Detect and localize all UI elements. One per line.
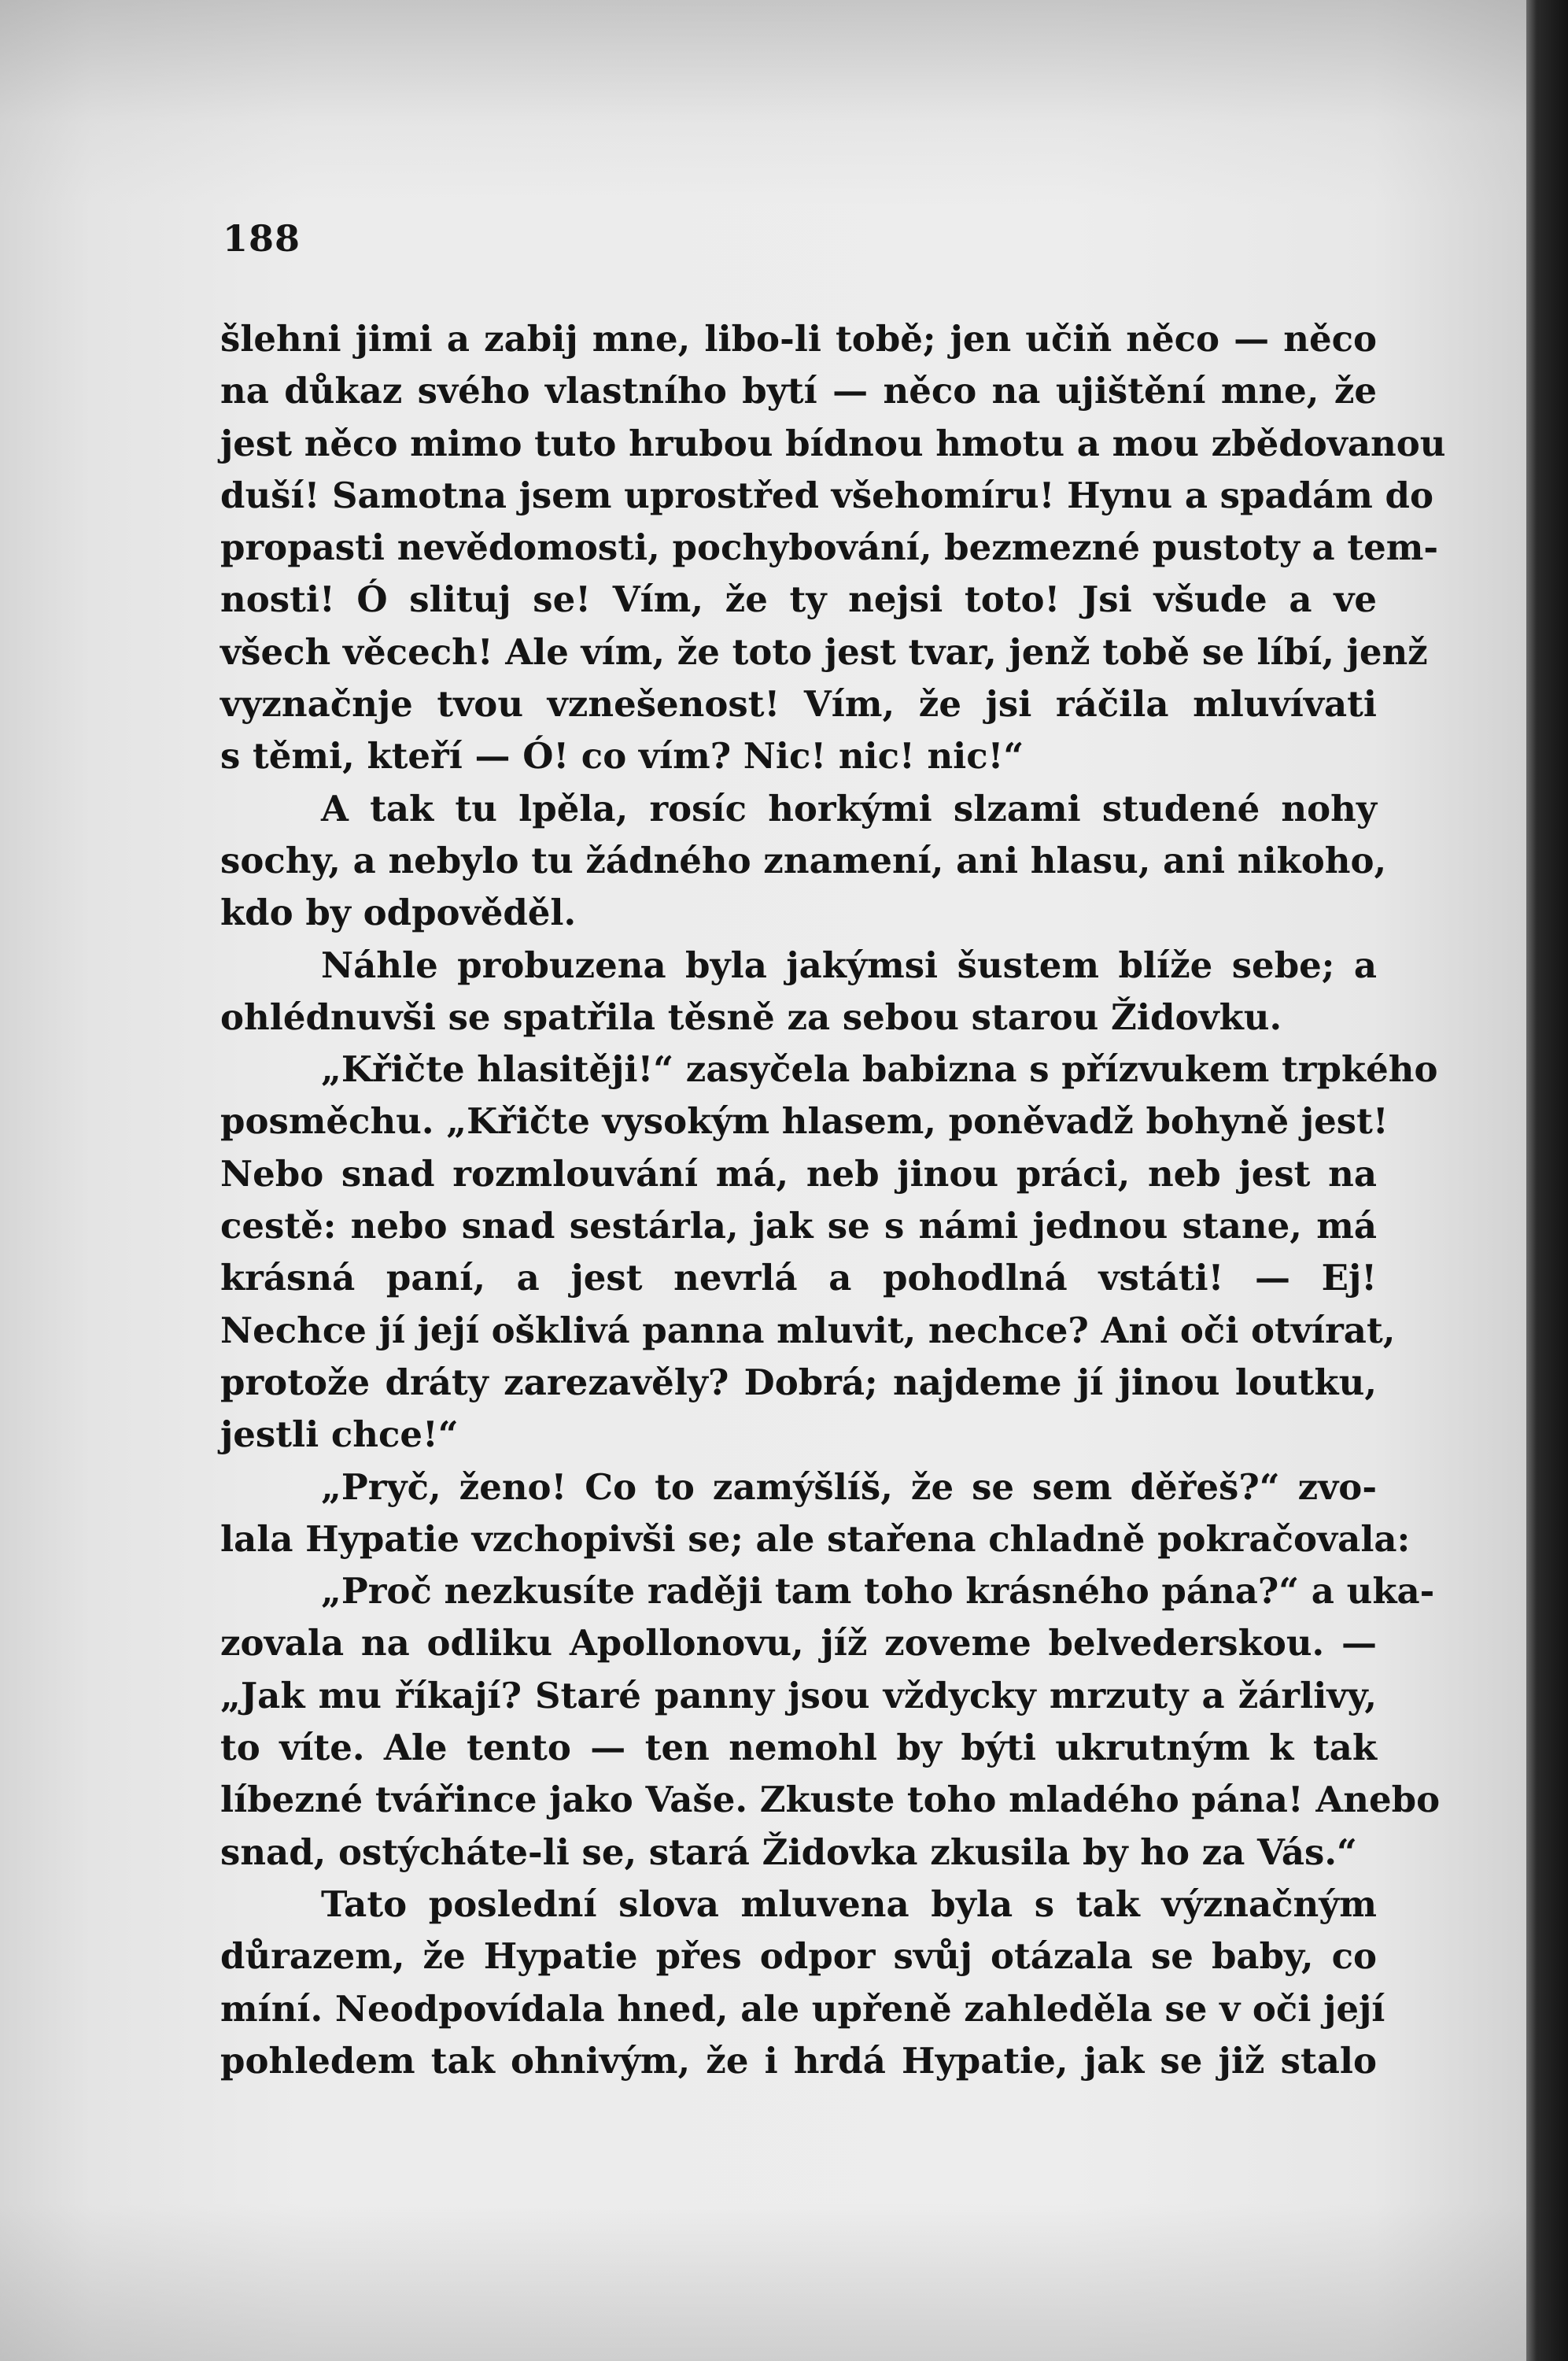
text-line: sochy, a nebylo tu žádného znamení, ani hlasu, ani nikoho,	[220, 839, 1387, 881]
text-line: krásná paní, a jest nevrlá a pohodlná vstáti! — Ej!	[220, 1257, 1377, 1299]
scan-edge	[1526, 0, 1568, 2361]
text-line: všech věcech! Ale vím, že toto jest tvar, jenž tobě se líbí, jenž	[220, 630, 1428, 673]
text-line: nosti! Ó slituj se! Vím, že ty nejsi toto! Jsi všude a ve	[220, 578, 1377, 621]
text-line: protože dráty zarezavěly? Dobrá; najdeme jí jinou loutku,	[220, 1361, 1377, 1403]
text-line: míní. Neodpovídala hned, ale upřeně zahleděla se v oči její	[220, 1987, 1385, 2030]
text-line: s těmi, kteří — Ó! co vím? Nic! nic! nic!“	[220, 735, 1024, 778]
text-line: Náhle probuzena byla jakýmsi šustem blíže sebe; a	[321, 944, 1377, 986]
text-line: pohledem tak ohnivým, že i hrdá Hypatie, jak se již stalo	[220, 2039, 1377, 2082]
text-line: ohlédnuvši se spatřila těsně za sebou starou Židovku.	[220, 996, 1282, 1038]
text-line: cestě: nebo snad sestárla, jak se s námi jednou stane, má	[220, 1205, 1377, 1247]
text-line: Nebo snad rozmlouvání má, neb jinou práci, neb jest na	[220, 1152, 1377, 1195]
text-line: to víte. Ale tento — ten nemohl by býti ukrutným k tak	[220, 1727, 1377, 1769]
body-text	[220, 313, 1446, 2087]
page-number: 188	[223, 217, 301, 260]
text-line: lala Hypatie vzchopivši se; ale stařena chladně pokračovala:	[220, 1517, 1411, 1560]
text-line: kdo by odpověděl.	[220, 892, 577, 934]
text-line: Tato poslední slova mluvena byla s tak význačným	[321, 1883, 1377, 1925]
text-line: na důkaz svého vlastního bytí — něco na ujištění mne, že	[220, 370, 1377, 412]
text-line: jestli chce!“	[220, 1413, 459, 1456]
text-line: jest něco mimo tuto hrubou bídnou hmotu a mou zbědovanou	[220, 422, 1446, 464]
text-line: propasti nevědomosti, pochybování, bezmezné pustoty a tem-	[220, 527, 1439, 569]
text-line: šlehni jimi a zabij mne, libo-li tobě; jen učiň něco — něco	[220, 318, 1377, 360]
text-line: posměchu. „Křičte vysokým hlasem, poněvadž bohyně jest!	[220, 1100, 1389, 1143]
text-line: líbezné tvářince jako Vaše. Zkuste toho mladého pána! Anebo	[220, 1779, 1441, 1821]
text-line: důrazem, že Hypatie přes odpor svůj otázala se baby, co	[220, 1935, 1377, 1978]
text-line: „Křičte hlasitěji!“ zasyčela babizna s přízvukem trpkého	[321, 1048, 1438, 1091]
text-line: zovala na odliku Apollonovu, jíž zoveme belvederskou. —	[220, 1622, 1377, 1665]
text-line: vyznačnje tvou vznešenost! Vím, že jsi ráčila mluvívati	[220, 683, 1377, 726]
text-line: „Proč nezkusíte raději tam toho krásného pána?“ a uka-	[321, 1570, 1435, 1613]
text-line: Nechce jí její ošklivá panna mluvit, nechce? Ani oči otvírat,	[220, 1309, 1396, 1351]
text-line: snad, ostýcháte-li se, stará Židovka zkusila by ho za Vás.“	[220, 1831, 1357, 1873]
text-line: „Pryč, ženo! Co to zamýšlíš, že se sem děřeš?“ zvo-	[321, 1465, 1377, 1508]
text-line: „Jak mu říkají? Staré panny jsou vždycky mrzuty a žárlivy,	[220, 1674, 1377, 1716]
text-line: duší! Samotna jsem uprostřed všehomíru! Hynu a spadám do	[220, 474, 1433, 516]
text-line: A tak tu lpěla, rosíc horkými slzami studené nohy	[321, 787, 1377, 829]
